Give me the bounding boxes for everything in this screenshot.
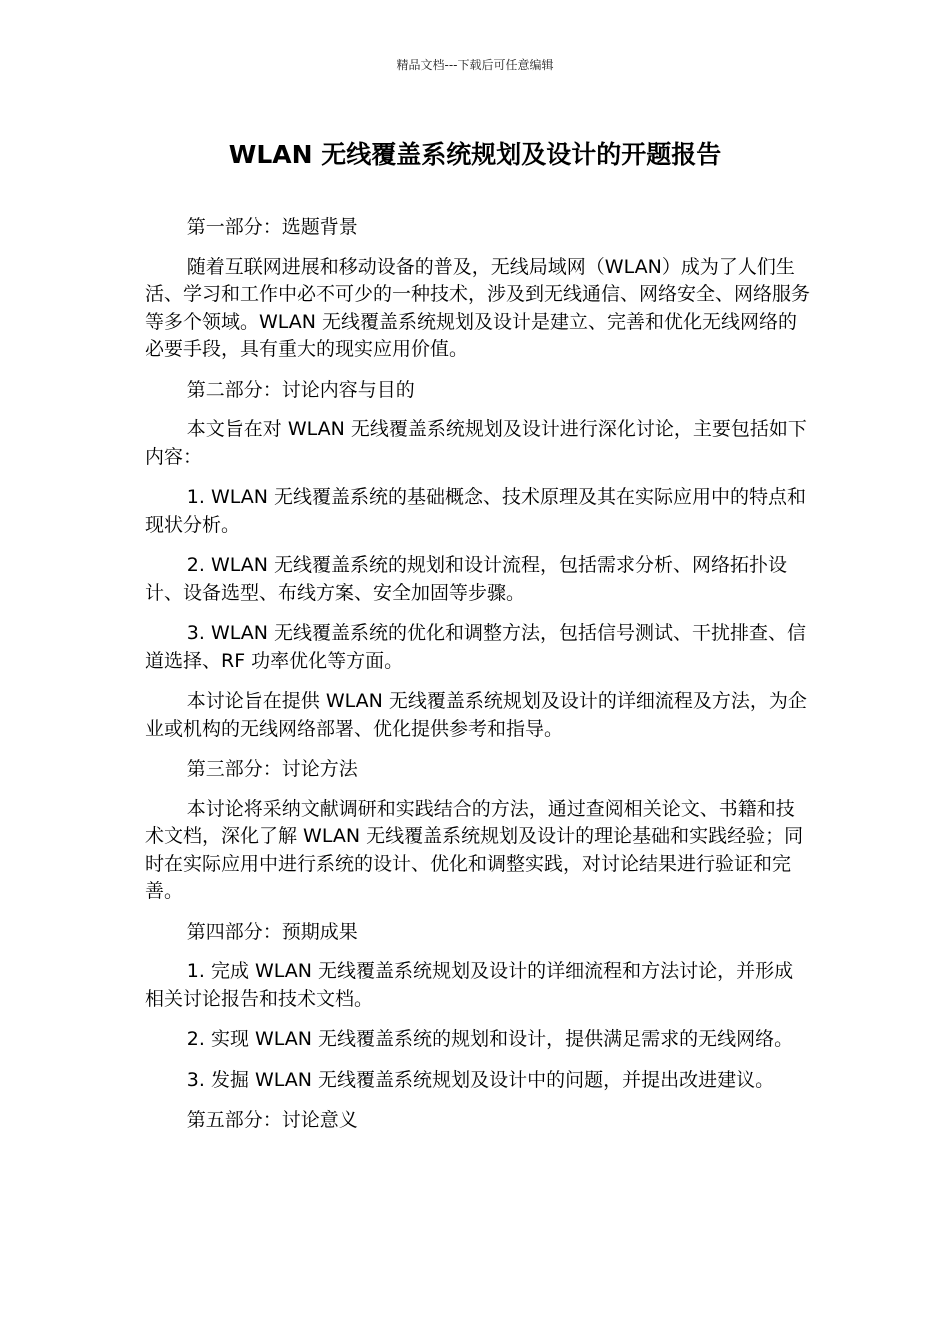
section-heading-significance: 第五部分：讨论意义 xyxy=(186,1109,358,1131)
list-item-content-1: 1. WLAN 无线覆盖系统的基础概念、技术原理及其在实际应用中的特点和现状分析。 xyxy=(145,486,807,536)
document-title: WLAN 无线覆盖系统规划及设计的开题报告 xyxy=(228,140,722,169)
list-item-results-3: 3. 发掘 WLAN 无线覆盖系统规划及设计中的问题，并提出改进建议。 xyxy=(186,1068,775,1091)
list-item-content-3: 3. WLAN 无线覆盖系统的优化和调整方法，包括信号测试、干扰排查、信道选择、RF 功率优化等方面。 xyxy=(145,622,807,672)
page-header-note: 精品文档---下载后可任意编辑 xyxy=(396,58,554,72)
list-item-content-2: 2. WLAN 无线覆盖系统的规划和设计流程，包括需求分析、网络拓扑设计、设备选型、布线方案、安全加固等步骤。 xyxy=(145,554,788,604)
section-heading-methods: 第三部分：讨论方法 xyxy=(186,758,358,780)
paragraph-methods: 本讨论将采纳文献调研和实践结合的方法，通过查阅相关论文、书籍和技术文档，深化了解 WLAN 无线覆盖系统规划及设计的理论基础和实践经验；同时在实际应用中进行系统的设计、优化和调整实践，对讨论结果进行验证和完善。 xyxy=(145,797,804,902)
section-heading-content-purpose: 第二部分：讨论内容与目的 xyxy=(186,378,415,401)
document-body xyxy=(145,214,810,1147)
list-item-results-2: 2. 实现 WLAN 无线覆盖系统的规划和设计，提供满足需求的无线网络。 xyxy=(186,1028,794,1050)
paragraph-background: 随着互联网进展和移动设备的普及，无线局域网（WLAN）成为了人们生活、学习和工作中必不可少的一种技术，涉及到无线通信、网络安全、网络服务等多个领域。WLAN 无线覆盖系统规划及设计是建立、完善和优化无线网络的必要手段，具有重大的现实应用价值。 xyxy=(145,255,811,360)
paragraph-content-intro: 本文旨在对 WLAN 无线覆盖系统规划及设计进行深化讨论，主要包括如下内容： xyxy=(145,418,807,468)
section-heading-expected-results: 第四部分：预期成果 xyxy=(186,920,358,943)
paragraph-content-summary: 本讨论旨在提供 WLAN 无线覆盖系统规划及设计的详细流程及方法，为企业或机构的无线网络部署、优化提供参考和指导。 xyxy=(145,690,807,740)
list-item-results-1: 1. 完成 WLAN 无线覆盖系统规划及设计的详细流程和方法讨论，并形成相关讨论报告和技术文档。 xyxy=(145,960,794,1010)
section-heading-background: 第一部分：选题背景 xyxy=(186,216,358,238)
